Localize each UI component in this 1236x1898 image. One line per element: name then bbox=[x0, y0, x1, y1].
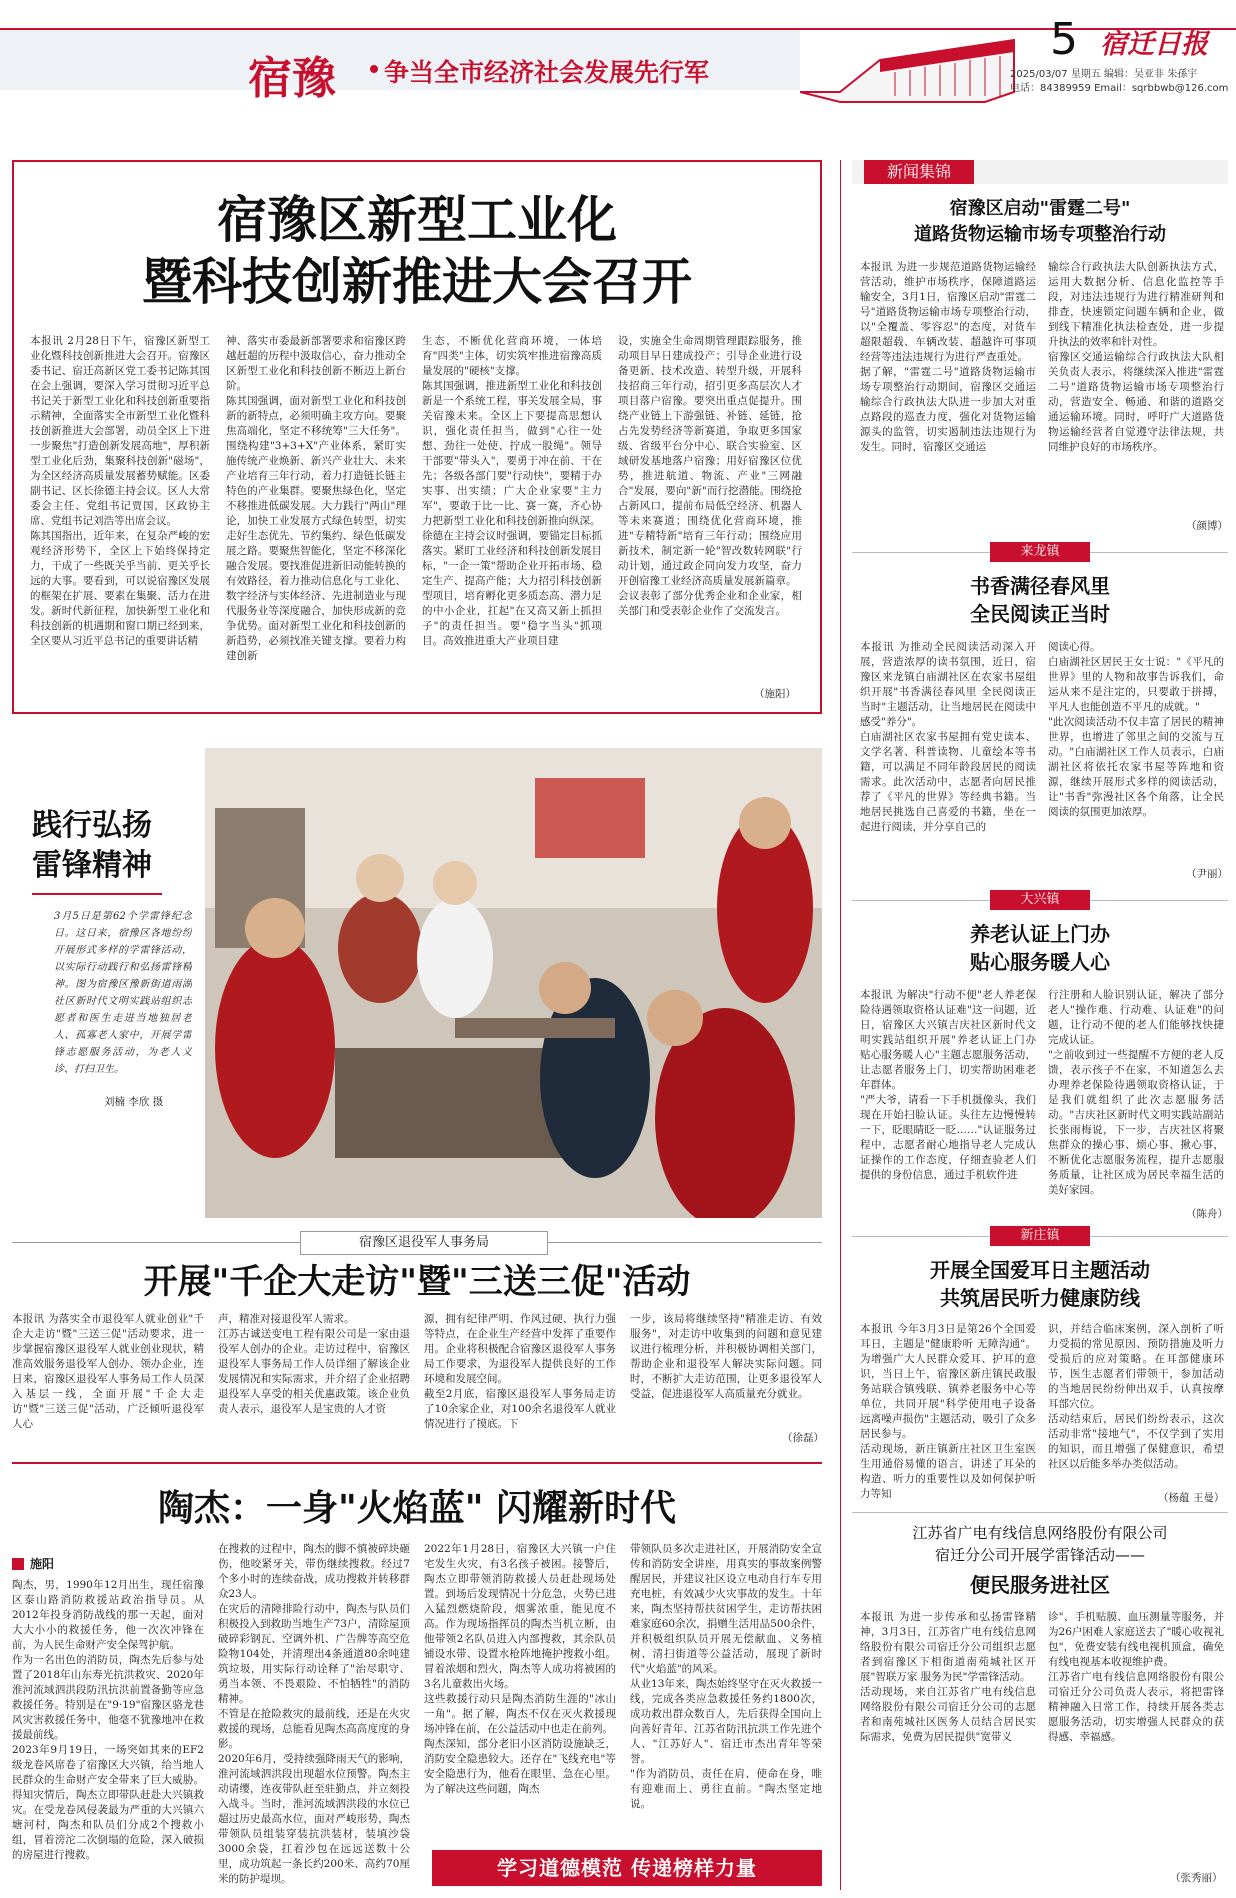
taojie-col-2: 在搜救的过程中，陶杰的脚不慎被碎块砸伤，他咬紧牙关，带伤继续搜救。经过7个多小时的连续奋战，成功搜救并转移群众23人。 在灾后的清障排险行动中，陶杰与队员们积极投入到救助当地生产73户，清除屋顶破碎彩钢瓦、空调外机、广告牌等高空危险物104处，并清理出4条通道80余吨建筑垃圾，用实际行动诠释了"治尽职守、勇当本领、不畏艰险、不怕牺牲"的消防精神。 不管是在抢险救灾的最前线，还是在火灾救援的现场，总能看见陶杰高高度度的身影。 2020年6月，受持续强降雨天气的影响，淮河流域泗洪段出现超水位预警。陶杰主动请缨，连夜带队赶至驻勤点，并立刻投入战斗。当时，淮河流域泗洪段的水位已超过历史最高水位，面对严峻形势，陶杰带领队员组装穿装抗洪装材，装填沙袋3000余袋，扛着沙包在远远送数十公里，成功筑起一条长约200米、高约70厘米的防护堤坝。 bbox=[218, 1543, 410, 1885]
lead-article bbox=[12, 160, 822, 714]
section-name: 宿豫 bbox=[248, 53, 336, 104]
a2-title-line2: 全民阅读正当时 bbox=[970, 602, 1110, 626]
email-line: Email：sqrbbwb@126.com bbox=[1094, 83, 1229, 94]
taojie-top-rule bbox=[12, 1462, 822, 1464]
veterans-signature: （徐磊） bbox=[782, 1432, 824, 1444]
photo-title-line2: 雷锋精神 bbox=[32, 848, 152, 883]
lead-col-4: 设，实施全生命周期管理跟踪服务，推动项目早日建成投产；引导企业进行设备更新、技术改造、转型升级，开展科技招商三年行动，招引更多高层次人才项目落户宿豫。要突出重点促提升。围绕产业链上下游强链、补链、延链，抢占先发势经济等新赛道，争取更多国家级、省级平台分中心、联合实验室、区域研发基地落户宿豫；用好宿豫区位优势，推进航道、物流、产业"三网融合"发展，要向"新"而行挖潜能。围绕抢占新风口，提前布局低空经济、机器人等未来赛道；围绕优化营商环境，推进"专精特新"培育三年行动；围绕应用新技术，制定新一轮"智改数转网联"行动计划，通过政企同向发力攻坚，奋力开创宿豫工业经济高质量发展新篇章。 会议表彰了部分优秀企业和企业家，相关部门和受表彰企业作了交流发言。 bbox=[618, 335, 802, 617]
volunteer-photo bbox=[205, 748, 822, 1218]
issue-date: 2025/03/07 bbox=[1010, 69, 1068, 80]
taojie-title: 陶杰：一身"火焰蓝" 闪耀新时代 bbox=[157, 1488, 677, 1529]
lead-col-2: 神、落实市委最新部署要求和宿豫区跨越赶超的历程中汲取信心，奋力推动全区新型工业化和科技创新不断迈上新台阶。 陈其国强调，面对新型工业化和科技创新的新特点，必须明确主攻方向。要聚焦高端化，坚定不移统筹"三大任务"。围绕构建"3+3+X"产业体系，紧盯实施传统产业焕新、新兴产业壮大、未来产业培育三年行动，着力打造链长链主特色的产业集群。要聚焦绿色化，坚定不移推进低碳发展。大力践行"两山"理论，加快工业发展方式绿色转型，切实走好生态优先、节约集约、绿色低碳发展之路。要聚焦智能化，坚定不移深化融合发展。要找准促进新旧动能转换的有效路径，着力推动信息化与工业化、数字经济与实体经济、先进制造业与现代服务业等深度融合，加快形成新的竞争优势。面对新型工业化和科技创新的新趋势，必须找准关键支撑。要着力构建创新 bbox=[226, 335, 406, 662]
right-divider bbox=[840, 160, 841, 1890]
lead-col-3: 生态，不断优化营商环境，一体培育"四类"主体，切实筑牢推进宿豫高质量发展的"硬核"支撑。 陈其国强调，推进新型工业化和科技创新是一个系统工程，事关发展全局，事关宿豫未来。全区上下要提高思想认识，强化责任担当，做到"心往一处想、劲往一处使、拧成一股绳"。领导干部要"带头入"，要勇于冲在前、干在先；各级各部门要"行动快"，要精于办实事、出实绩；广大企业家要"主力军"，要敢于比一比、赛一赛，齐心协力把新型工业化和科技创新推向纵深。 徐德在主持会议时强调，要锚定目标抓落实。紧盯工业经济和科技创新发展目标，"一企一策"帮助企业开拓市场、稳定生产、提高产能；大力招引科技创新型项目，培育孵化更多质态高、潜力足的中小企业，扛起"在又高又新上抓担子"的责任担当。要"稳字当头"抓项目。高效推进重大产业项目建 bbox=[422, 335, 602, 647]
veterans-title: 开展"千企大走访"暨"三送三促"活动 bbox=[143, 1262, 691, 1302]
issue-weekday: 星期五 bbox=[1070, 69, 1101, 80]
a1-signature: （颜博） bbox=[1186, 520, 1228, 532]
news-digest bbox=[852, 160, 1228, 1890]
lead-title-line1: 宿豫区新型工业化 bbox=[217, 191, 617, 249]
lead-col-1: 本报讯 2月28日下午，宿豫区新型工业化暨科技创新推进大会召开。宿豫区委书记、宿迁高新区党工委书记陈其国在会上强调，要深入学习贯彻习近平总书记关于新型工业化和科技创新重要指示精神，全面落实全市新型工业化暨科技创新推进大会部署，动员全区上下进一步聚焦"打造创新发展高地"，厚积新型工业化后劲，集聚科技创新"磁场"，为全区经济高质量发展蓄势赋能。区委副书记、区长徐德主持会议。区人大常委会主任、党组书记贾国，区政协主席、党组书记刘浩等出席会议。 陈其国指出，近年来，在复杂严峻的宏观经济形势下，全区上下始终保持定力，干成了一些既关乎当前、更关乎长远的大事。要看到，可以说宿豫区发展的框架在扩展、要素在集聚、活力在进发。新时代新征程，加快新型工业化和科技创新的机遇期和窗口期已经到来，全区要从习近平总书记的重要讲话精 bbox=[30, 335, 210, 647]
a1-title-line2: 道路货物运输市场专项整治行动 bbox=[914, 224, 1166, 245]
photo-credit: 刘楠 李欣 摄 bbox=[104, 1096, 164, 1108]
veterans-col-1: 本报讯 为落实全市退役军人就业创业"千企大走访"暨"三送三促"活动要求，进一步掌握宿豫区退役军人就业创业现状，精准高效服务退役军人创办、领办企业，连日来，宿豫区退役军人事务局工作人员深入基层一线，全面开展"千企大走访"暨"三送三促"活动，广泛倾听退役军人心 bbox=[12, 1313, 204, 1430]
a4-signature: （杨蕴 王曼） bbox=[1158, 1492, 1225, 1504]
a5-signature: （张秀丽） bbox=[1170, 1872, 1223, 1884]
a5-title-line3: 便民服务进社区 bbox=[970, 1573, 1110, 1597]
a4-title-line2: 共筑居民听力健康防线 bbox=[940, 1286, 1140, 1310]
a2-col-2: 阅读心得。 白庙湖社区居民王女士说："《平凡的世界》里的人物和故事告诉我们，命运从来不是注定的，只要敢于拼搏，平凡人也能创造不平凡的成就。" "此次阅读活动不仅丰富了居民的精神世界，也增进了邻里之间的交流与互动。"白庙湖社区工作人员表示，白庙湖社区将依托农家书屋等阵地和资源，继续开展形式多样的阅读活动，让"书香"弥漫社区各个角落，让全民阅读的氛围更加浓厚。 bbox=[1048, 641, 1224, 818]
a2-label: 来龙镇 bbox=[990, 542, 1090, 562]
a5-title-line2: 宿迁分公司开展学雷锋活动—— bbox=[934, 1546, 1145, 1564]
a3-title-line1: 养老认证上门办 bbox=[970, 922, 1110, 946]
page-number: 5 bbox=[1050, 14, 1078, 65]
veterans-col-3: 源，拥有纪律严明、作风过硬、执行力强等特点，在企业生产经营中发挥了重要作用。企业将积极配合宿豫区退役军人事务局工作要求，为退役军人提供良好的工作环境和发展空间。 截至2月底，宿豫区退役军人事务局走访了10余家企业，对100余名退役军人就业情况进行了摸底。下 bbox=[424, 1313, 616, 1430]
a5-title-line1: 江苏省广电有线信息网络股份有限公司 bbox=[912, 1524, 1168, 1542]
a5-rule bbox=[852, 1512, 1228, 1513]
a4-title-line1: 开展全国爱耳日主题活动 bbox=[930, 1258, 1150, 1282]
a1-col-1: 本报讯 为进一步规范道路货物运输经营活动，维护市场秩序，保障道路运输安全，3月1日，宿豫区启动"雷霆二号"道路货物运输市场专项整治行动，以"全覆盖、零容忍"的态度，对货车超限超载、车辆改装、超越许可事项经营等违法违规行为进行严查重处。 据了解，"雷霆二号"道路货物运输市场专项整治行动期间，宿豫区交通运输综合行政执法大队进一步加大对重点路段的巡查力度，强化对货物运输源头的监管，切实遏制违法违规行为发生。同时，宿豫区交通运 bbox=[860, 261, 1036, 453]
a2-col-1: 本报讯 为推动全民阅读活动深入开展，营造浓厚的读书氛围，近日，宿豫区来龙镇白庙湖社区在农家书屋组织开展"书香满径春风里 全民阅读正当时"主题活动，让当地居民在阅读中感受"养分"。 白庙湖社区农家书屋拥有党史读本、文学名著、科普读物、儿童绘本等书籍，可以满足不同年龄段居民的阅读需求。此次活动中，志愿者向居民推荐了《平凡的世界》等经典书籍。当地居民挑选自己喜爱的书籍，坐在一起进行阅读，并分享自己的 bbox=[860, 641, 1036, 833]
slogan-dot bbox=[370, 65, 378, 73]
section-slogan: 争当全市经济社会发展先行军 bbox=[384, 58, 710, 87]
phone-line: 电话：84389959 bbox=[1010, 83, 1091, 94]
a1-col-2: 输综合行政执法大队创新执法方式，运用大数据分析、信息化监控等手段，对违法违规行为进行精准研判和排查，快速锁定问题车辆和企业，做到线下精准化执法检查处，进一步提升执法的效率和针对性。 宿豫区交通运输综合行政执法大队相关负责人表示，将继续深入推进"雷霆二号"道路货物运输市场专项整治行动，营造安全、畅通、和谐的道路交通运输环境。同时，呼吁广大道路货物运输经营者自觉遵守法律法规，共同维护良好的市场秩序。 bbox=[1048, 261, 1224, 453]
news-header: 新闻集锦 bbox=[864, 160, 974, 184]
taojie-col-1: 陶杰，男，1990年12月出生，现任宿豫区泰山路消防救援站政治指导员。从2012年投身消防战线的那一天起，面对大大小小的救援任务，他一次次冲锋在前，为人民生命财产安全保驾护航。 作为一名出色的消防员，陶杰先后参与处置了2018年山东寿光抗洪救灾、2020年淮河流域泗洪段防汛抗洪前置备勤等应急救援任务。特别是在"9·19"宿豫区骆龙巷风灾害救援任务中，他毫不犹豫地冲在救援最前线。 2023年9月19日，一场突如其来的EF2级龙卷风席卷了宿豫区大兴镇，给当地人民群众的生命财产安全带来了巨大威胁。得知灾情后，陶杰立即带队赶赴大兴镇救灾。在受龙卷风侵袭最为严重的大兴镇六塘河村，陶杰和队员们分成2个搜救小组，冒着滂沱二次倒塌的危险，深入破损的房屋进行搜救。 bbox=[12, 1579, 204, 1861]
veterans-col-2: 声，精准对接退役军人需求。 江苏古诚送变电工程有限公司是一家由退役军人创办的企业。走访过程中，宿豫区退役军人事务局工作人员详细了解该企业发展情况和实际需求，并介绍了企业招聘退役军人享受的相关优惠政策。该企业负责人表示，退役军人是宝贵的人才资 bbox=[218, 1313, 410, 1415]
volunteer-photo-illustration bbox=[205, 748, 822, 1218]
lead-title-line2: 暨科技创新推进大会召开 bbox=[142, 253, 692, 311]
veterans-col-4: 一步，该局将继续坚持"精准走访、有效服务"，对走访中收集到的问题和意见建议进行梳理分析，并积极协调相关部门，帮助企业和退役军人解决实际问题。同时，不断扩大走访范围，让更多退役军人受益，促进退役军人高质量充分就业。 bbox=[630, 1313, 822, 1400]
moral-banner bbox=[432, 1850, 822, 1886]
a4-col-1: 本报讯 今年3月3日是第26个全国爱耳日，主题是"健康聆听 无障沟通"。为增强广大人民群众爱耳、护耳的意识，当日上午，宿豫区新庄镇民政服务站联合镇残联、镇养老服务中心等单位，共同开展"科学使用电子设备 远离噪声损伤"主题活动，吸引了众多居民参与。 活动现场，新庄镇新庄社区卫生室医生用通俗易懂的语言，讲述了耳朵的构造、听力的重要性以及如何保护听力等知 bbox=[860, 1323, 1036, 1500]
a5-col-2: 诊"、手机贴膜、血压测量等服务，并为26户困难人家庭送去了"暖心收视礼包"，免费安装有线电视机顶盒，确免有线电视基本收视维护费。 江苏省广电有线信息网络股份有限公司宿迁分公司负责人表示，将把雷锋精神融入日常工作，持续开展各类志愿服务活动，切实增强人民群众的获得感、幸福感。 bbox=[1048, 1611, 1224, 1743]
a3-col-2: 行注册和人脸识别认证，解决了部分老人"操作难、行动难、认证难"的问题，让行动不便的老人们能够找快捷完成认证。 "之前收到过一些提醒不方便的老人反馈，表示孩子不在家，不知道怎么去办理养老保险待遇领取资格认证，于是我们就组织了此次志愿服务活动。"吉庆社区新时代文明实践站副站长张雨梅说，下一步，吉庆社区将聚焦群众的操心事、烦心事、揪心事，不断优化志愿服务流程，提升志愿服务质量，让社区成为居民幸福生活的美好家园。 bbox=[1048, 989, 1224, 1196]
a3-col-1: 本报讯 为解决"行动不便"老人养老保险待遇领取资格认证难"这一问题，近日，宿豫区大兴镇吉庆社区新时代文明实践站组织开展"养老认证上门办 贴心服务暖人心"主题志愿服务活动，让志愿者服务上门，切实帮助困难老年群体。 "严大爷，请看一下手机摄像头，我们现在开始扫脸认证。头往左边慢慢转一下，眨眼睛眨一眨……"认证服务过程中，志愿者耐心地指导老人完成认证操作的工作态度，仔细查验老人们提供的身份信息，通过手机软件进 bbox=[860, 989, 1036, 1181]
a3-signature: （陈舟） bbox=[1186, 1208, 1228, 1220]
editor-line: 编辑：吴亚非 朱孫宇 bbox=[1104, 69, 1198, 80]
a4-label: 新庄镇 bbox=[990, 1226, 1090, 1246]
byline-marker bbox=[12, 1558, 24, 1570]
masthead bbox=[0, 0, 1236, 110]
veterans-article bbox=[12, 1230, 822, 1450]
building-logo-icon bbox=[800, 30, 1020, 108]
paper-logo: 宿迁日报 bbox=[1100, 29, 1208, 60]
lead-signature: （施阳） bbox=[754, 688, 796, 700]
a4-col-2: 识，并结合临床案例，深入剖析了听力受损的常见原因、预防措施及听力受损后的应对策略。在耳部健康环节，医生志愿者们带领干，参加活动的当地居民纷纷伸出双手，认真按摩耳部穴位。 活动结束后，居民们纷纷表示，这次活动非常"接地气"，不仅学到了实用的知识，而且增强了保健意识，希望社区以后能多举办类似活动。 bbox=[1048, 1323, 1224, 1470]
moral-banner-text: 学习道德模范 传递榜样力量 bbox=[497, 1856, 757, 1880]
photo-caption: 3月5日是第62个学雷锋纪念日。这日来，宿豫区各地纷纷开展形式多样的学雷锋活动，以实际行动践行和弘扬雷锋精神。图为宿豫区豫新街道雨湖社区新时代文明实践站组织志愿者和医生走进当地独居老人、孤寡老人家中，开展学雷锋志愿服务活动，为老人义诊、打扫卫生。 bbox=[54, 911, 192, 1075]
a2-title-line1: 书香满径春风里 bbox=[970, 574, 1110, 598]
a3-title-line2: 贴心服务暖人心 bbox=[970, 950, 1110, 974]
photo-title-rule bbox=[32, 893, 162, 895]
taojie-article bbox=[12, 1462, 822, 1892]
taojie-col-4: 带领队员多次走进社区，开展消防安全宣传和消防安全讲座，用真实的事故案例警醒居民，并建议社区设立电动自行车专用充电桩，有效减少火灾事故的发生。十年来，陶杰坚持帮扶贫困学生，走访帮扶困难家庭60余次，捐赠生活用品500余件，并积极组织队员开展无偿献血、义务植树、清扫街道等公益活动，展现了新时代"火焰蓝"的风采。 从业13年来，陶杰始终坚守在灭火救援一线，完成各类应急救援任务约1800次，成功救出群众数百人，先后获得全国向上向善好青年、江苏省防汛抗洪工作先进个人、"江苏好人"、宿迁市杰出青年等荣誉。 "作为消防员，责任在肩、使命在身，唯有迎难而上、勇往直前。"陶杰坚定地说。 bbox=[630, 1543, 822, 1810]
a5-col-1: 本报讯 为进一步传承和弘扬雷锋精神，3月3日，江苏省广电有线信息网络股份有限公司宿迁分公司组织志愿者到宿豫区下相街道南苑城社区开展"智联万家 服务为民"学雷锋活动。 活动现场，来自江苏省广电有线信息网络股份有限公司宿迁分公司的志愿者和南苑城社区医务人员结合居民实际需求，免费为居民提供"宽带义 bbox=[860, 1611, 1036, 1743]
veterans-label: 宿豫区退役军人事务局 bbox=[300, 1231, 548, 1255]
masthead-info bbox=[1010, 68, 1230, 96]
a1-title-line1: 宿豫区启动"雷霆二号" bbox=[949, 198, 1131, 219]
taojie-byline: 施阳 bbox=[30, 1557, 55, 1571]
photo-story bbox=[12, 748, 822, 1108]
a3-label: 大兴镇 bbox=[990, 890, 1090, 910]
taojie-col-3: 2022年1月28日，宿豫区大兴镇一户住宅发生火灾，有3名孩子被困。接警后，陶杰立即带领消防救援人员赶赴现场处置。到场后发现情况十分危急，火势已进入猛烈燃烧阶段，烟雾浓重，能见度不高。作为现场指挥员的陶杰当机立断，由他带领2名队员进入内部搜救，其余队员铺设水带、设置水枪阵地掩护搜救小组。冒着浓烟和烈火，陶杰等人成功将被困的3名儿童救出火场。 这些救援行动只是陶杰消防生涯的"冰山一角"。据了解，陶杰不仅在灭火救援现场冲锋在前，在公益活动中也走在前列。 陶杰深知，部分老旧小区消防设施缺乏，消防安全隐患较大。还存在"飞线充电"等安全隐患行为，他看在眼里、急在心里。为了解决这些问题，陶杰 bbox=[424, 1543, 616, 1795]
a2-signature: （尹丽） bbox=[1186, 868, 1228, 880]
photo-title-line1: 践行弘扬 bbox=[32, 808, 152, 843]
